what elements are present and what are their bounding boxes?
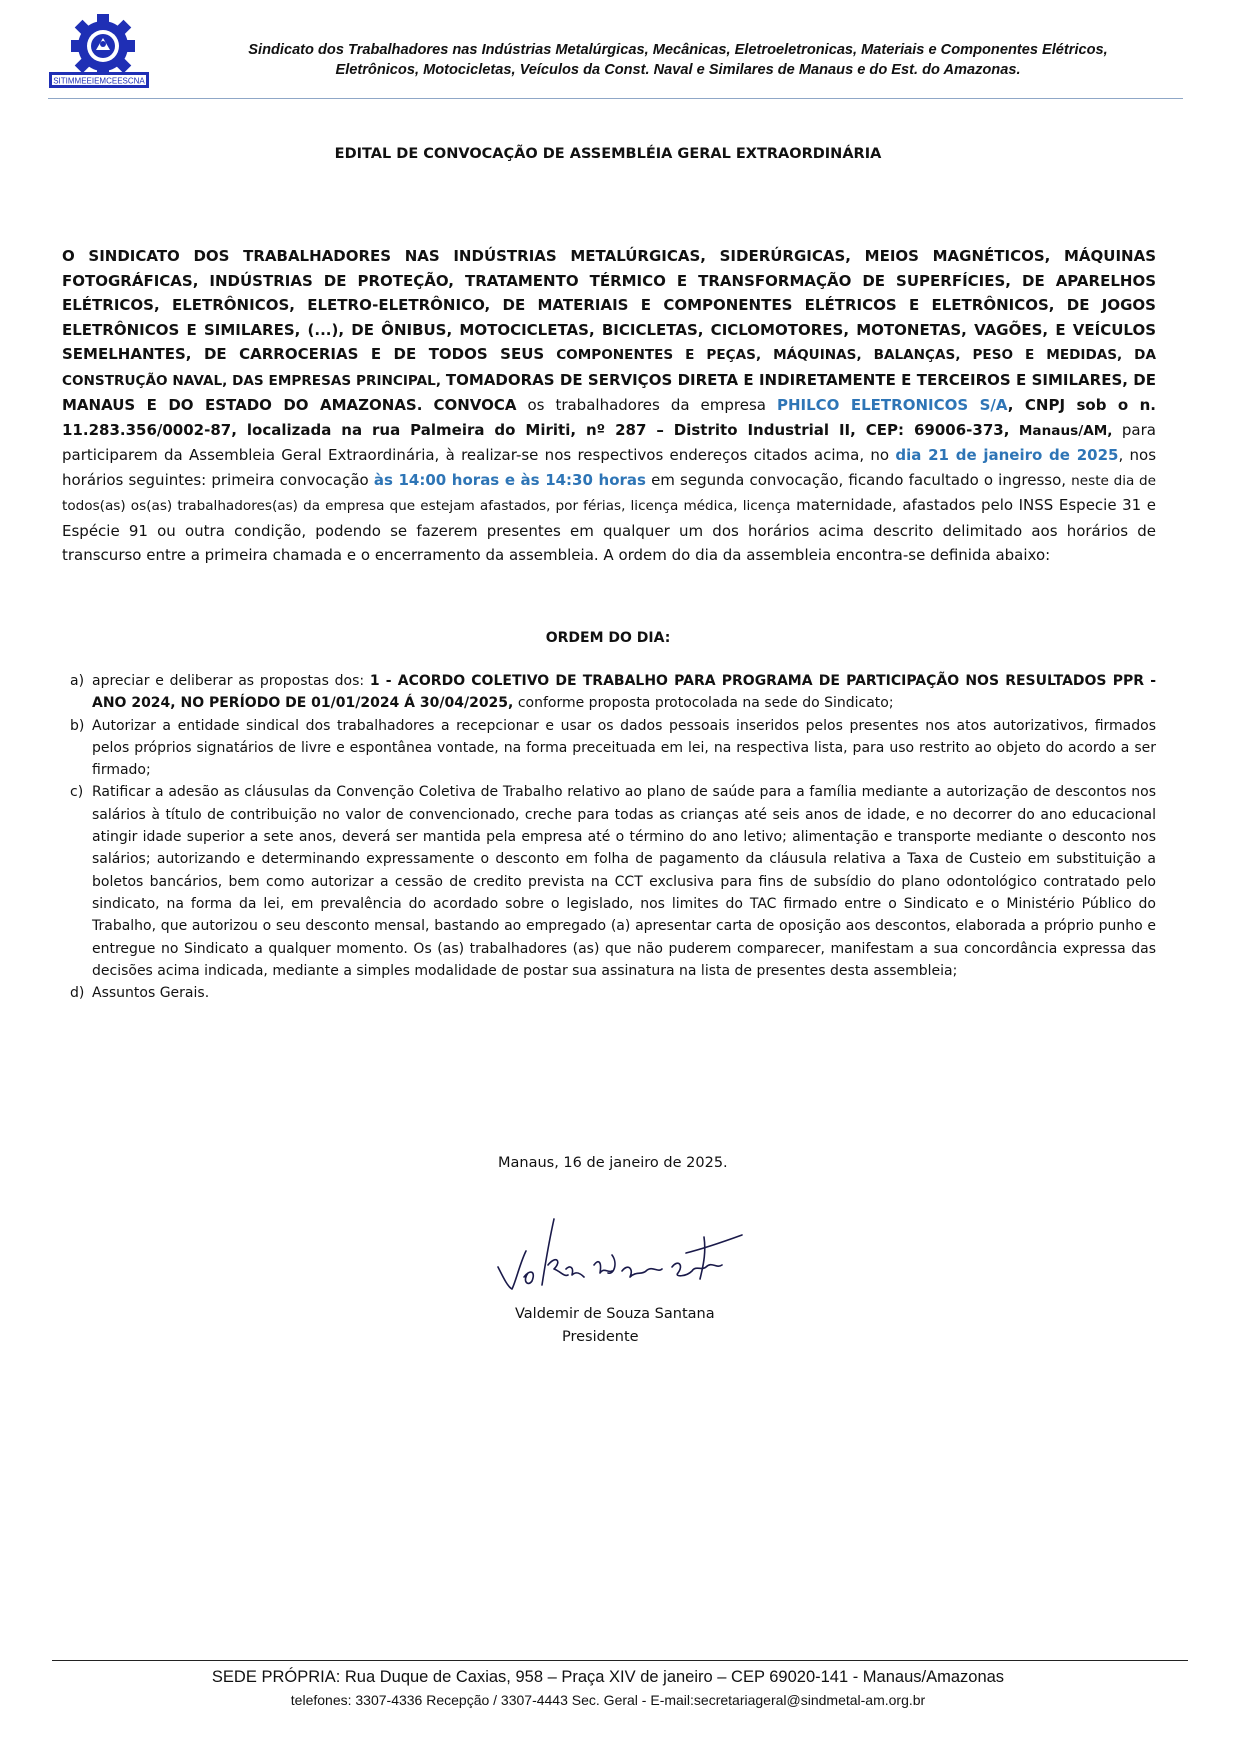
company-name: PHILCO ELETRONICOS S/A — [776, 396, 1008, 414]
item-letter: b) — [70, 717, 85, 734]
footer-contact: telefones: 3307-4336 Recepção / 3307-4443 Sec. Geral - E-mail:secretariageral@sindmetal-am.org.br — [290, 1692, 926, 1708]
item-letter: a) — [70, 673, 85, 689]
item-letter: d) — [70, 985, 85, 1002]
convocation-text-6: maternidade, afastados pelo INSS Especie 31 e Espécie 91 ou outra condição, podendo se fazerem presentes em qualquer um dos horários acima descrito delimitado aos horários de transcurso entre a primeira chamada e o encerramento da assembleia. A ordem do dia da assembleia encontra-se definida abaixo: — [62, 496, 1156, 564]
union-full-name-part-2: COMPONENTES E PEÇAS, MÁQUINAS, BALANÇAS, PESO E MEDIDAS, DA CONSTRUÇÃO NAVAL, DAS EMPRESAS PRINCIPAL, — [62, 347, 1156, 389]
convocation-text-3: , nos horários seguintes: primeira convocação — [62, 446, 1157, 489]
convocation-text-4: em segunda convocação, ficando facultado o ingresso, — [651, 470, 1067, 489]
list-item-a — [62, 670, 1156, 715]
footer-address: SEDE PRÓPRIA: Rua Duque de Caxias, 958 – Praça XIV de janeiro – CEP 69020-141 - Manaus/Amazonas — [211, 1668, 1005, 1686]
order-of-day-list — [62, 670, 1156, 1004]
item-d-text: Assuntos Gerais. — [92, 985, 210, 1002]
convocation-paragraph — [62, 244, 1156, 568]
handwritten-signature — [490, 1215, 750, 1305]
assembly-times: às 14:00 horas e às 14:30 horas — [373, 470, 646, 489]
assembly-date: dia 21 de janeiro de 2025 — [895, 446, 1119, 464]
union-name — [178, 40, 1178, 80]
item-a-agreement: 1 - ACORDO COLETIVO DE TRABALHO PARA PROGRAMA DE PARTICIPAÇÃO NOS RESULTADOS PPR - ANO 2024, NO PERÍODO DE 01/01/2024 Á 30/04/2025, — [92, 673, 1156, 712]
union-gear-logo — [48, 10, 166, 94]
company-address: , CNPJ sob o n. 11.283.356/0002-87, localizada na rua Palmeira do Miriti, nº 287 – Distrito Industrial II, CEP: 69006-373, — [62, 396, 1156, 439]
place-and-date: Manaus, 16 de janeiro de 2025. — [498, 1155, 728, 1171]
item-a-closing: conforme proposta protocolada na sede do Sindicato; — [517, 695, 894, 712]
union-full-name-part-3: TOMADORAS DE SERVIÇOS DIRETA E INDIRETAMENTE E TERCEIROS E SIMILARES, DE MANAUS E DO ESTADO DO AMAZONAS. — [62, 370, 1156, 414]
convoca-keyword: CONVOCA — [433, 396, 517, 414]
list-item-c — [62, 781, 1156, 982]
union-full-name-part-1: O SINDICATO DOS TRABALHADORES NAS INDÚSTRIAS METALÚRGICAS, SIDERÚRGICAS, MEIOS MAGNÉTICOS, MÁQUINAS FOTOGRÁFICAS, INDÚSTRIAS DE PROTEÇÃO, TRATAMENTO TÉRMICO E TRANSFORMAÇÃO DE SUPERFÍCIES, DE APARELHOS ELÉTRICOS, ELETRÔNICOS, ELETRO-ELETRÔNICO, DE MATERIAIS E COMPONENTES ELÉTRICOS E ELETRÔNICOS, DE JOGOS ELETRÔNICOS E SIMILARES, (...), DE ÔNIBUS, MOTOCICLETAS, BICICLETAS, CICLOMOTORES, MOTONETAS, VAGÕES, E VEÍCULOS SEMELHANTES, DE CARROCERIAS E DE TODOS SEUS — [62, 247, 1156, 363]
union-name-line-2: Eletrônicos, Motocicletas, Veículos da Const. Naval e Similares de Manaus e do Est. do Amazonas. — [335, 62, 1021, 78]
convocation-text-5: neste dia de todos(as) os(as) trabalhadores(as) da empresa que estejam afastados, por férias, licença médica, licença — [62, 472, 1156, 514]
list-item-d — [62, 982, 1156, 1004]
footer-divider — [52, 1660, 1188, 1661]
company-city: Manaus/AM, — [1018, 422, 1113, 439]
letterhead — [48, 8, 1183, 99]
convocation-text-1: os trabalhadores da empresa — [527, 396, 766, 414]
logo-lettering: SITIMMEEIEMCEESCNA — [53, 76, 145, 86]
item-letter: c) — [70, 784, 84, 801]
list-item-b — [62, 715, 1156, 782]
item-a-intro: apreciar e deliberar as propostas dos: — [92, 673, 365, 689]
union-name-line-1: Sindicato dos Trabalhadores nas Indústrias Metalúrgicas, Mecânicas, Eletroeletronicas, Materiais e Componentes Elétricos, — [248, 42, 1108, 58]
item-c-text: Ratificar a adesão as cláusulas da Convenção Coletiva de Trabalho relativo ao plano de saúde para a família mediante a autorização de descontos nos salários à título de contribuição no valor de convencionado, creche para todas as crianças até seis anos de idade, e no decorrer do ano educacional atingir idade superior a sete anos, deverá ser mantida pela empresa até o término do ano letivo; alimentação e transporte mediante o desconto nos salários; autorizando e determinando expressamente o desconto em folha de pagamento da cláusula relativa a Taxa de Custeio em substituição a boletos bancários, bem como autorizar a cessão de credito prevista na CCT exclusiva para fins de subsídio do plano odontológico contratado pelo sindicato, na forma da lei, em prevalência do acordado sobre o legislado, nos limites do TAC firmado entre o Sindicato e o Ministério Público do Trabalho, que autorizou o seu desconto mensal, bastando ao empregado (a) apresentar carta de oposição aos descontos, elaborada a próprio punho e entregue no Sindicato a qualquer momento. Os (as) trabalhadores (as) que não puderem comparecer, manifestam a sua concordância expressa das decisões acima indicada, mediante a simples modalidade de postar sua assinatura na lista de presentes desta assembleia; — [92, 784, 1156, 979]
order-of-day-title: ORDEM DO DIA: — [545, 630, 671, 646]
item-b-text: Autorizar a entidade sindical dos trabalhadores a recepcionar e usar os dados pessoais inseridos pelos presentes nos atos autorizativos, firmados pelos próprios signatários de livre e espontânea vontade, na forma preceituada em lei, na respectiva lista, para uso restrito ao objeto do acordo a ser firmado; — [92, 717, 1156, 779]
convocation-text-2: para participarem da Assembleia Geral Extraordinária, à realizar-se nos respectivos endereços citados acima, no — [62, 420, 1156, 464]
document-title: EDITAL DE CONVOCAÇÃO DE ASSEMBLÉIA GERAL EXTRAORDINÁRIA — [334, 146, 882, 162]
signer-name: Valdemir de Souza Santana — [515, 1306, 715, 1322]
signer-role: Presidente — [562, 1329, 639, 1345]
